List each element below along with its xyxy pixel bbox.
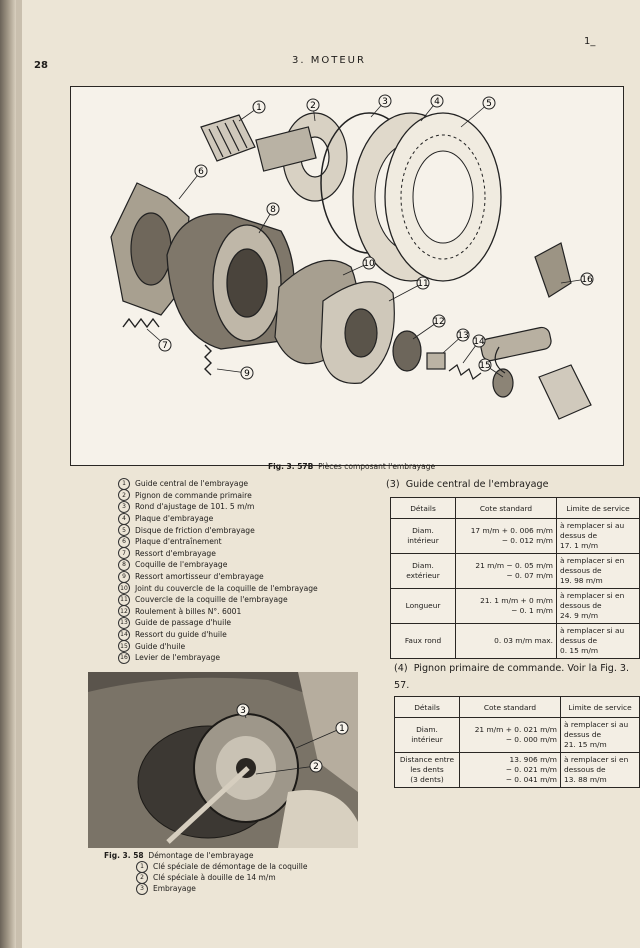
callout-number: 15 — [118, 640, 130, 652]
table-cell-standard: 21 m/m + 0. 021 m/m − 0. 000 m/m — [460, 718, 561, 753]
legend-item — [118, 548, 378, 560]
legend-text: Clé spéciale à douille de 14 m/m — [153, 873, 276, 882]
table-cell-limit: à remplacer si au dessus de 17. 1 m/m — [557, 519, 640, 554]
legend-item — [118, 490, 378, 502]
callout-number: 9 — [244, 369, 250, 379]
callout-number: 12 — [118, 605, 130, 617]
legend-text: Ressort d'embrayage — [135, 548, 216, 558]
callout-number: 3 — [136, 883, 148, 895]
legend-item — [118, 513, 378, 525]
legend-text: Coquille de l'embrayage — [135, 560, 228, 570]
callout-number: 5 — [118, 524, 130, 536]
callout-number: 15 — [479, 361, 491, 371]
legend-item — [118, 571, 378, 583]
legend-item — [118, 617, 378, 629]
legend-text: Joint du couvercle de la coquille de l'embrayage — [135, 583, 318, 593]
callout-number: 13 — [457, 331, 469, 341]
table-row — [395, 718, 640, 753]
callout-number: 2 — [310, 101, 316, 111]
legend-text: Pignon de commande primaire — [135, 490, 252, 500]
callout-number: 1 — [256, 103, 262, 113]
section4-title: Pignon primaire de commande. Voir la Fig. 3. 57. — [394, 663, 630, 691]
table-cell-limit: à remplacer si en dessous de 19. 98 m/m — [557, 554, 640, 589]
callout-number: 4 — [118, 513, 130, 525]
legend-text: Disque de friction d'embrayage — [135, 525, 255, 535]
callout-number: 8 — [118, 559, 130, 571]
legend-item — [118, 652, 378, 664]
callout-marker — [179, 165, 207, 199]
table-cell-standard: 0. 03 m/m max. — [456, 624, 557, 659]
primary-pinion-part — [256, 113, 347, 201]
section4-number: (4) — [394, 663, 408, 674]
legend-text: Plaque d'embrayage — [135, 514, 214, 524]
legend-item — [118, 559, 378, 571]
table-cell-standard: 17 m/m + 0. 006 m/m − 0. 012 m/m — [456, 519, 557, 554]
section4-heading — [394, 660, 640, 694]
callout-number: 8 — [270, 205, 276, 215]
section4-table — [394, 696, 640, 788]
clutch-disassembly-photo-drawing — [88, 672, 358, 848]
callout-marker — [443, 329, 469, 353]
legend-item — [118, 536, 378, 548]
callout-marker — [217, 367, 253, 379]
table-row — [391, 624, 640, 659]
callout-number: 10 — [118, 582, 130, 594]
legend-text: Guide de passage d'huile — [135, 618, 231, 628]
callout-number: 9 — [118, 571, 130, 583]
callout-number: 11 — [118, 594, 130, 606]
ball-bearing-part — [393, 331, 421, 371]
callout-number: 6 — [118, 536, 130, 548]
callout-number: 14 — [473, 337, 485, 347]
table-cell-detail: Diam. intérieur — [391, 519, 456, 554]
callout-number: 5 — [486, 99, 492, 109]
figure1-caption-label: Fig. 3. 57B — [268, 462, 314, 471]
table-header: Détails — [391, 498, 456, 519]
callout-number: 7 — [118, 547, 130, 559]
table-cell-limit: à remplacer si en dessous de 24. 9 m/m — [557, 589, 640, 624]
corner-mark: 1_ — [584, 36, 596, 47]
callout-number: 3 — [118, 501, 130, 513]
figure2-caption-text: Démontage de l'embrayage — [148, 851, 254, 860]
figure1-caption-text: Pièces composant l'embrayage — [318, 462, 436, 471]
legend-text: Couvercle de la coquille de l'embrayage — [135, 595, 288, 605]
exploded-view-figure — [70, 86, 624, 466]
section3-heading — [386, 479, 549, 490]
callout-marker — [239, 101, 265, 121]
table-cell-standard: 21 m/m − 0. 05 m/m − 0. 07 m/m — [456, 554, 557, 589]
page-edge — [16, 0, 22, 948]
table-header: Cote standard — [460, 697, 561, 718]
table-cell-limit: à remplacer si en dessous de 13. 88 m/m — [561, 753, 640, 788]
table-row — [391, 589, 640, 624]
table-cell-standard: 21. 1 m/m + 0 m/m − 0. 1 m/m — [456, 589, 557, 624]
legend-item — [118, 501, 378, 513]
legend-item — [118, 640, 378, 652]
table-row — [395, 753, 640, 788]
legend-text: Embrayage — [153, 884, 196, 893]
chapter-heading: 3. MOTEUR — [292, 55, 366, 66]
table-cell-limit: à remplacer si au dessus de 0. 15 m/m — [557, 624, 640, 659]
callout-marker — [461, 97, 495, 127]
legend-text: Rond d'ajustage de 101. 5 m/m — [135, 502, 255, 512]
callout-number: 14 — [118, 629, 130, 641]
legend-text: Levier de l'embrayage — [135, 653, 220, 663]
callout-number: 2 — [313, 762, 319, 772]
callout-number: 1 — [136, 861, 148, 873]
section3-title: Guide central de l'embrayage — [405, 479, 549, 490]
disassembly-photo — [88, 672, 358, 848]
book-spine-shadow — [0, 0, 16, 948]
legend-item — [104, 861, 307, 872]
legend-text: Guide central de l'embrayage — [135, 479, 249, 489]
callout-number: 13 — [118, 617, 130, 629]
legend-text: Ressort amortisseur d'embrayage — [135, 572, 264, 582]
table-cell-detail: Faux rond — [391, 624, 456, 659]
callout-number: 3 — [240, 706, 246, 716]
table-header: Limite de service — [557, 498, 640, 519]
section3-table — [390, 497, 640, 659]
figure1-legend — [118, 478, 378, 664]
callout-number: 16 — [118, 652, 130, 664]
housing-cover-part — [321, 282, 394, 384]
table-cell-standard: 13. 906 m/m − 0. 021 m/m − 0. 041 m/m — [460, 753, 561, 788]
callout-number: 1 — [339, 724, 345, 734]
table-header: Détails — [395, 697, 460, 718]
legend-text: Guide d'huile — [135, 641, 186, 651]
legend-item — [104, 883, 307, 894]
legend-text: Ressort du guide d'huile — [135, 630, 227, 640]
callout-number: 1 — [118, 478, 130, 490]
table-header: Cote standard — [456, 498, 557, 519]
legend-item — [118, 524, 378, 536]
callout-number: 16 — [581, 275, 593, 285]
table-cell-detail: Diam. extérieur — [391, 554, 456, 589]
callout-number: 4 — [434, 97, 440, 107]
table-cell-limit: à remplacer si au dessus de 21. 15 m/m — [561, 718, 640, 753]
table-cell-detail: Diam. intérieur — [395, 718, 460, 753]
callout-number: 2 — [136, 872, 148, 884]
callout-marker — [371, 95, 391, 117]
figure1-caption — [268, 462, 435, 471]
figure2-caption-label: Fig. 3. 58 — [104, 851, 144, 860]
clutch-exploded-diagram — [71, 87, 623, 465]
legend-item — [118, 629, 378, 641]
central-guide-part — [201, 115, 255, 161]
callout-number: 6 — [198, 167, 204, 177]
section3-number: (3) — [386, 479, 400, 490]
callout-number: 10 — [363, 259, 375, 269]
callout-number: 11 — [417, 279, 429, 289]
legend-item — [118, 478, 378, 490]
legend-text: Clé spéciale de démontage de la coquille — [153, 862, 308, 871]
callout-number: 3 — [382, 97, 388, 107]
table-cell-detail: Distance entre les dents (3 dents) — [395, 753, 460, 788]
callout-marker — [413, 315, 445, 339]
callout-marker — [147, 329, 171, 351]
legend-item — [118, 594, 378, 606]
table-cell-detail: Longueur — [391, 589, 456, 624]
table-header: Limite de service — [561, 697, 640, 718]
clutch-housing-part — [167, 214, 294, 349]
callout-number: 7 — [162, 341, 168, 351]
table-row — [391, 554, 640, 589]
legend-item — [118, 606, 378, 618]
callout-number: 2 — [118, 489, 130, 501]
legend-text: Roulement à billes N°. 6001 — [135, 606, 242, 616]
table-row — [391, 519, 640, 554]
callout-number: 12 — [433, 317, 445, 327]
legend-text: Plaque d'entraînement — [135, 537, 222, 547]
legend-item — [118, 582, 378, 594]
figure2-caption — [104, 850, 307, 894]
page-number: 28 — [34, 60, 48, 71]
legend-item — [104, 872, 307, 883]
